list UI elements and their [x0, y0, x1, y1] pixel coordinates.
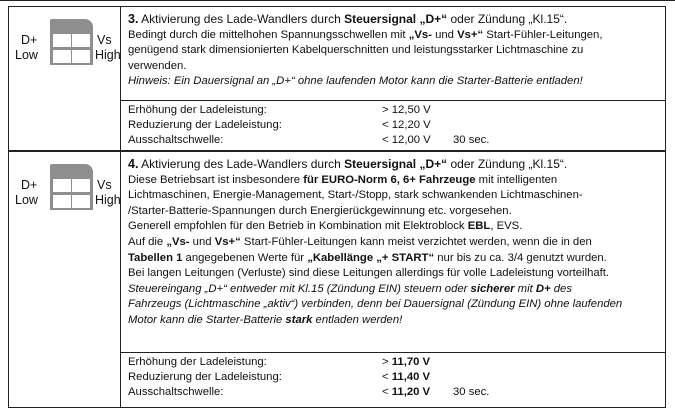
section-heading: 4. Aktivierung des Lade-Wandlers durch Steuersignal „D+“ oder Zündung „Kl.15“.: [128, 157, 568, 171]
icon-label-low: Low: [15, 48, 38, 62]
description-line: Bei langen Leitungen (Verluste) sind diese Leitungen allerdings für volle Ladeleistung vorteilhaft.: [128, 267, 610, 280]
description-line: Auf die „Vs- und Vs+“ Start-Fühler-Leitungen kann meist verzichtet werden, wenn die in den: [128, 235, 592, 248]
description-line: Tabellen 1 angegebenen Werte für „Kabellänge „+ START“ nur bis zu ca. 3/4 genutzt wurden.: [128, 251, 607, 264]
description-line: verwenden.: [128, 59, 187, 72]
icon-column: [9, 152, 121, 407]
section-text: [128, 157, 659, 329]
threshold-values: [128, 103, 659, 147]
icon-label-d-plus: D+: [21, 178, 38, 192]
mode-section-3: [8, 6, 666, 151]
note-line: Motor kann die Starter-Batterie stark entladen werden!: [128, 313, 403, 326]
section-content: [121, 152, 665, 407]
divider: [121, 352, 665, 353]
value-row: Erhöhung der Ladeleistung: > 12,50 V: [128, 104, 431, 116]
description-line: /Starter-Batterie-Spannungen durch Energierückgewinnung etc. vorgesehen.: [128, 204, 512, 217]
value-row: Ausschaltschwelle: < 12,00 V 30 sec.: [128, 133, 490, 146]
icon-label-low: Low: [15, 193, 38, 207]
note-line: Fahrzeugs (Lichtmaschine „aktiv“) verbinden, denn bei Dauersignal (Zündung EIN) ohne laufenden: [128, 298, 623, 311]
icon-label-vs: Vs: [97, 33, 112, 47]
dip-switch-graphic: [50, 164, 93, 212]
threshold-values: [128, 355, 659, 399]
description-line: Generell empfohlen für den Betrieb in Kombination mit Elektroblock EBL, EVS.: [128, 220, 523, 233]
description-line: Diese Betriebsart ist insbesondere für EURO-Norm 6, 6+ Fahrzeuge mit intelligenten: [128, 173, 558, 186]
icon-label-high: High: [95, 193, 121, 207]
section-heading: 3. Aktivierung des Lade-Wandlers durch Steuersignal „D+“ oder Zündung „Kl.15“.: [128, 12, 568, 26]
value-row: Reduzierung der Ladeleistung: < 11,40 V: [128, 370, 431, 383]
icon-label-vs: Vs: [97, 178, 112, 192]
switch-position-icon: [15, 160, 120, 214]
icon-label-high: High: [95, 48, 121, 62]
description-line: Bedingt durch die mittelhohen Spannungsschwellen mit „Vs- und Vs+“ Start-Fühler-Leitungen,: [128, 28, 603, 41]
hint-text: Hinweis: Ein Dauersignal an „D+“ ohne laufenden Motor kann die Starter-Batterie entladen!: [128, 75, 583, 88]
value-row: Reduzierung der Ladeleistung: < 12,20 V: [128, 118, 431, 131]
mode-section-4: [8, 151, 666, 408]
description-line: genügend stark dimensionierten Kabelquerschnitten und leistungsstarker Lichtmaschine zu: [128, 44, 584, 57]
value-row: Erhöhung der Ladeleistung: > 11,70 V: [128, 356, 431, 368]
icon-label-d-plus: D+: [21, 33, 38, 47]
note-line: Steuereingang „D+“ entweder mit Kl.15 (Zündung EIN) steuern oder sicherer mit D+ des: [128, 282, 572, 295]
switch-position-icon: [15, 15, 120, 69]
description-line: Lichtmaschinen, Energie-Management, Start-/Stopp, stark schwankenden Lichtmaschinen-: [128, 189, 583, 202]
section-content: [121, 7, 665, 150]
icon-column: [9, 7, 121, 150]
value-row: Ausschaltschwelle: < 11,20 V 30 sec.: [128, 385, 490, 398]
divider: [121, 100, 665, 101]
dip-switch-graphic: [50, 19, 93, 67]
section-text: [128, 12, 659, 90]
